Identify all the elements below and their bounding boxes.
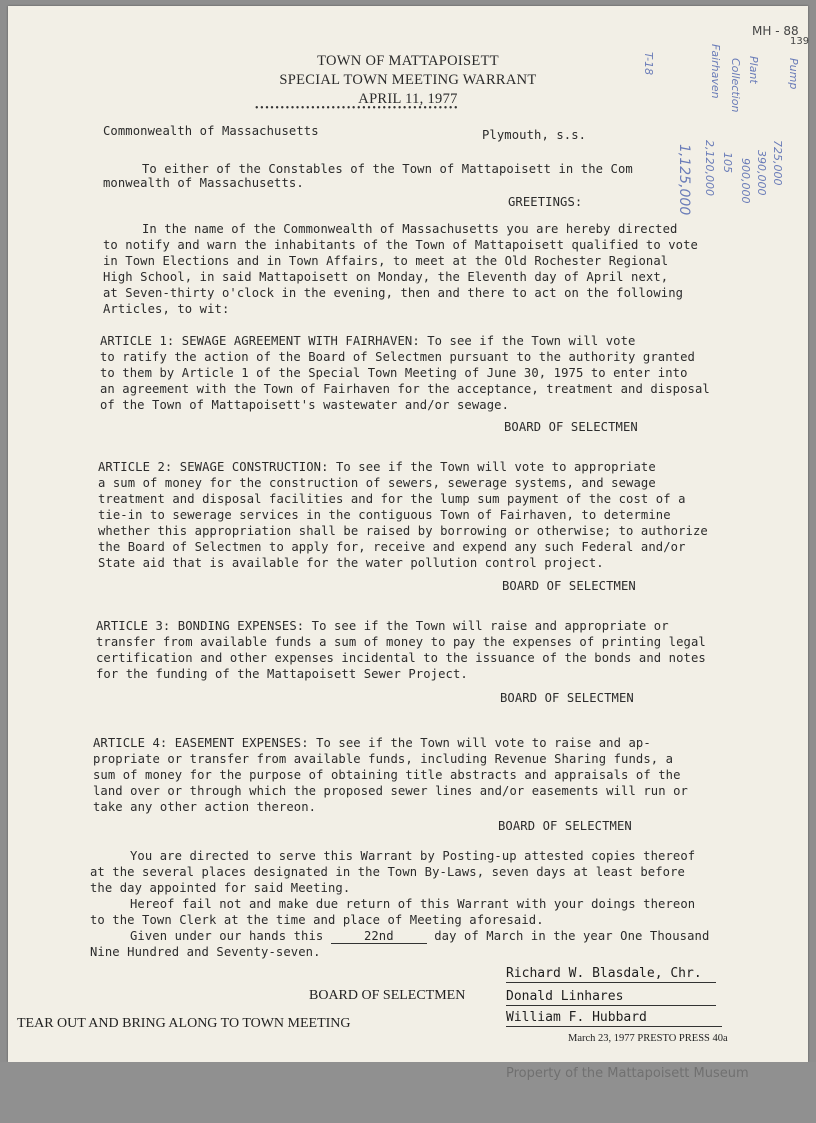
article-4-line: land over or through which the proposed sewer lines and/or easements will run or — [93, 784, 688, 798]
given-pre: Given under our hands this — [130, 929, 324, 943]
article-2-line: ARTICLE 2: SEWAGE CONSTRUCTION: To see if the Town will vote to appropriate — [98, 460, 656, 474]
intro-line: Articles, to wit: — [103, 302, 230, 316]
given-line-2: Nine Hundred and Seventy-seven. — [90, 945, 321, 959]
greetings: GREETINGS: — [508, 195, 583, 209]
article-2-line: a sum of money for the construction of sewers, sewerage systems, and sewage — [98, 476, 656, 490]
article-4-sponsor: BOARD OF SELECTMEN — [498, 819, 632, 833]
given-day: 22nd — [331, 930, 427, 944]
address-county: Plymouth, s.s. — [482, 128, 587, 142]
handwritten-catalog-number-2: 139 — [790, 36, 810, 47]
handwritten-note: Collection — [729, 58, 742, 113]
article-3-line: transfer from available funds a sum of money to pay the expenses of printing legal — [96, 635, 706, 649]
article-3-line: ARTICLE 3: BONDING EXPENSES: To see if the Town will raise and appropriate or — [96, 619, 669, 633]
header-town: TOWN OF MATTAPOISETT — [317, 53, 499, 69]
given-line — [130, 929, 709, 944]
article-4-line: take any other action thereon. — [93, 800, 317, 814]
print-credit: March 23, 1977 PRESTO PRESS 40a — [568, 1033, 728, 1044]
article-4-line: sum of money for the purpose of obtaining title abstracts and appraisals of the — [93, 768, 681, 782]
closing-line: Hereof fail not and make due return of this Warrant with your doings thereon — [130, 897, 696, 911]
given-post: day of March in the year One Thousand — [434, 929, 710, 943]
closing-line: at the several places designated in the Town By-Laws, seven days at least before — [90, 865, 685, 879]
museum-watermark: Property of the Mattapoisett Museum — [506, 1066, 749, 1081]
tear-out-note: TEAR OUT AND BRING ALONG TO TOWN MEETING — [17, 1016, 351, 1031]
article-1-sponsor: BOARD OF SELECTMEN — [504, 420, 638, 434]
article-2-sponsor: BOARD OF SELECTMEN — [502, 579, 636, 593]
signature-chair: Richard W. Blasdale, Chr. — [506, 966, 716, 983]
handwritten-note: T-18 — [642, 52, 655, 76]
article-1-line: of the Town of Mattapoisett's wastewater and/or sewage. — [100, 398, 510, 412]
intro-line: to notify and warn the inhabitants of the Town of Mattapoisett qualified to vote — [103, 238, 698, 252]
article-4-line: propriate or transfer from available funds, including Revenue Sharing funds, a — [93, 752, 674, 766]
address-to-line-2: monwealth of Massachusetts. — [103, 176, 304, 190]
handwritten-figure: 390,000 — [755, 150, 768, 196]
closing-line: to the Town Clerk at the time and place of Meeting aforesaid. — [90, 913, 544, 927]
intro-line: In the name of the Commonwealth of Massachusetts you are hereby directed — [142, 222, 678, 236]
handwritten-figure: 105 — [721, 152, 734, 173]
header-title: SPECIAL TOWN MEETING WARRANT — [279, 72, 537, 88]
article-3-sponsor: BOARD OF SELECTMEN — [500, 691, 634, 705]
header-date: APRIL 11, 1977 — [358, 91, 458, 107]
article-2-line: tie-in to sewerage services in the contiguous Town of Fairhaven, to determine — [98, 508, 671, 522]
article-2-line: the Board of Selectmen to apply for, receive and expend any such Federal and/or — [98, 540, 686, 554]
handwritten-note: Fairhaven — [709, 44, 722, 99]
intro-line: at Seven-thirty o'clock in the evening, then and there to act on the following — [103, 286, 684, 300]
article-1-line: to ratify the action of the Board of Selectmen pursuant to the authority granted — [100, 350, 695, 364]
handwritten-figure: 725,000 — [771, 140, 784, 186]
handwritten-note: Plant — [747, 56, 760, 84]
article-1-line: an agreement with the Town of Fairhaven for the acceptance, treatment and disposal — [100, 382, 710, 396]
article-1-line: ARTICLE 1: SEWAGE AGREEMENT WITH FAIRHAVEN: To see if the Town will vote — [100, 334, 636, 348]
article-3-line: certification and other expenses incidental to the issuance of the bonds and notes — [96, 651, 706, 665]
signature-member: Donald Linhares — [506, 989, 716, 1006]
handwritten-note: Pump — [787, 58, 800, 90]
address-commonwealth: Commonwealth of Massachusetts — [103, 124, 319, 138]
handwritten-figure: 900,000 — [739, 158, 752, 204]
closing-line: You are directed to serve this Warrant by Posting-up attested copies thereof — [130, 849, 696, 863]
signature-member: William F. Hubbard — [506, 1010, 722, 1027]
intro-line: High School, in said Mattapoisett on Monday, the Eleventh day of April next, — [103, 270, 669, 284]
article-2-line: whether this appropriation shall be raised by borrowing or otherwise; to authorize — [98, 524, 708, 538]
address-to-line-1: To either of the Constables of the Town of Mattapoisett in the Com — [142, 162, 633, 176]
header-dotted-rule: •••••••••••••••••••••••••••••••••••••••• — [255, 106, 460, 112]
article-3-line: for the funding of the Mattapoisett Sewer Project. — [96, 667, 468, 681]
closing-line: the day appointed for said Meeting. — [90, 881, 351, 895]
article-1-line: to them by Articlе 1 of the Special Town Meeting of June 30, 1975 to enter into — [100, 366, 688, 380]
handwritten-figure: 2,120,000 — [703, 140, 716, 196]
article-2-line: State aid that is available for the water pollution control project. — [98, 556, 604, 570]
handwritten-catalog-number: MH - 88 — [752, 24, 799, 38]
article-2-line: treatment and disposal facilities and for the lump sum payment of the cost of a — [98, 492, 686, 506]
board-label: BOARD OF SELECTMEN — [309, 988, 466, 1003]
article-4-line: ARTICLE 4: EASEMENT EXPENSES: To see if the Town will vote to raise and ap- — [93, 736, 651, 750]
intro-line: in Town Elections and in Town Affairs, to meet at the Old Rochester Regional — [103, 254, 669, 268]
handwritten-figure: 1,125,000 — [676, 144, 692, 216]
